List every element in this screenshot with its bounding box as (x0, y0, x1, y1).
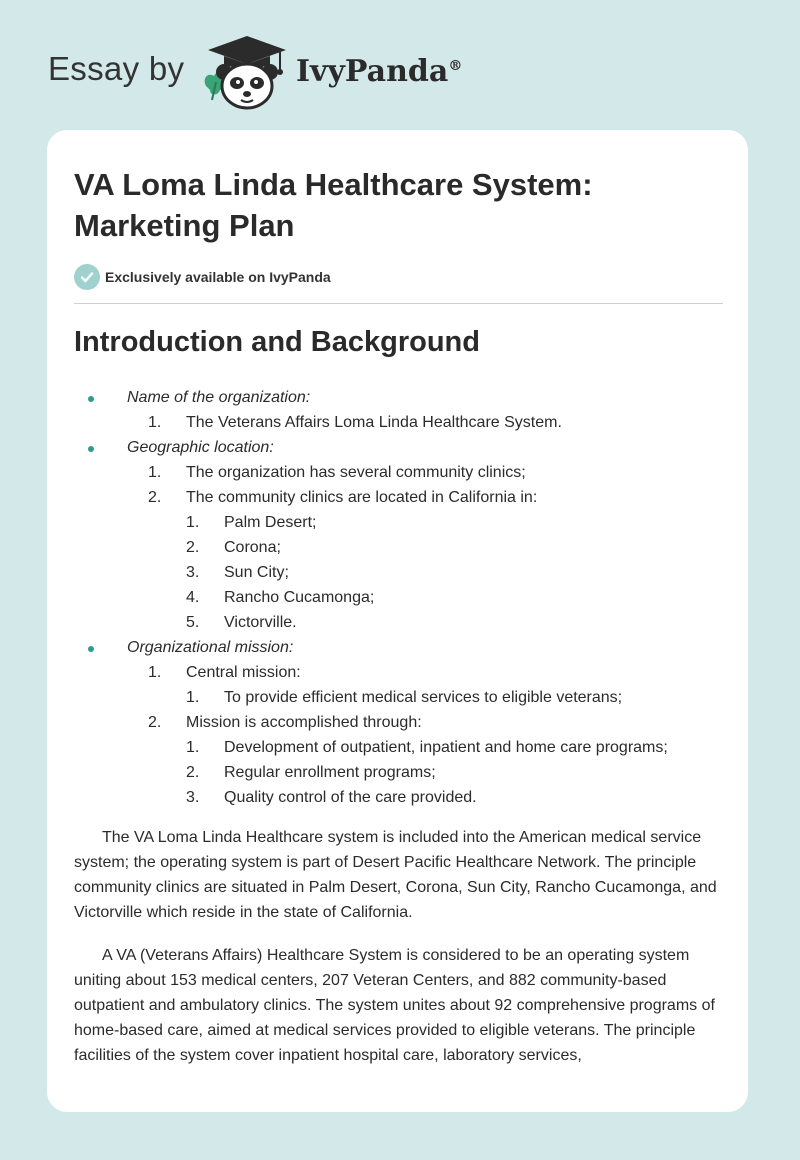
body-paragraph: The VA Loma Linda Healthcare system is included into the American medical service system; the operating system is part of Desert Pacific Healthcare Network. The principle community clinics are situated in Palm Desert, Corona, Sun City, Rancho Cucamonga, and Victorville which reside in the state of California. (74, 829, 717, 921)
bullet-icon (88, 446, 94, 452)
article-title: VA Loma Linda Healthcare System: Marketing Plan (74, 167, 593, 243)
list-item-text: The Veterans Affairs Loma Linda Healthcare System. (186, 414, 562, 431)
list-item-label: Name of the organization: (127, 389, 311, 406)
list-item (47, 760, 748, 785)
list-item (47, 435, 748, 460)
list-item-text: To provide efficient medical services to eligible veterans; (224, 689, 623, 706)
list-number: 1. (148, 464, 162, 481)
check-icon (74, 264, 100, 290)
list-number: 3. (186, 564, 200, 581)
list-item-text: The organization has several community clinics; (186, 464, 526, 481)
list-item-text: Mission is accomplished through: (186, 714, 422, 731)
list-item (47, 735, 748, 760)
list-item (47, 410, 748, 435)
list-item (47, 460, 748, 485)
list-item-text: Development of outpatient, inpatient and home care programs; (224, 739, 668, 756)
list-item (47, 510, 748, 535)
essay-by-text: Essay by (48, 50, 185, 87)
list-number: 1. (148, 664, 162, 681)
exclusive-badge (74, 264, 331, 290)
list-item-text: Victorville. (224, 614, 297, 631)
list-item-text: Central mission: (186, 664, 301, 681)
list-item (47, 685, 748, 710)
list-item-text: Sun City; (224, 564, 289, 581)
list-item (47, 660, 748, 685)
list-number: 2. (186, 539, 200, 556)
list-item (47, 485, 748, 510)
bullet-icon (88, 396, 94, 402)
outline-list (47, 385, 748, 810)
list-number: 4. (186, 589, 200, 606)
list-number: 1. (148, 414, 162, 431)
list-number: 1. (186, 514, 200, 531)
list-item (47, 560, 748, 585)
divider (74, 303, 723, 304)
list-item (47, 535, 748, 560)
list-item-text: Corona; (224, 539, 281, 556)
list-item-text: The community clinics are located in California in: (186, 489, 538, 506)
list-item (47, 385, 748, 410)
panda-logo-icon[interactable] (200, 34, 294, 110)
list-number: 3. (186, 789, 200, 806)
list-item (47, 710, 748, 735)
list-item (47, 610, 748, 635)
list-item-text: Quality control of the care provided. (224, 789, 477, 806)
registered-mark: ® (448, 58, 463, 74)
list-item (47, 585, 748, 610)
section-heading: Introduction and Background (74, 326, 480, 358)
list-number: 2. (148, 714, 162, 731)
list-item-text: Palm Desert; (224, 514, 317, 531)
list-number: 5. (186, 614, 200, 631)
article-card (47, 130, 748, 1112)
list-item-label: Geographic location: (127, 439, 274, 456)
list-number: 1. (186, 739, 200, 756)
body-paragraph: A VA (Veterans Affairs) Healthcare System is considered to be an operating system uniting about 153 medical centers, 207 Veteran Centers, and 882 community-based outpatient and ambulatory clinics. The system unites about 92 comprehensive programs of home-based care, aimed at medical services provided to eligible veterans. The principle facilities of the system cover inpatient hospital care, laboratory services, (74, 947, 715, 1064)
list-item-text: Regular enrollment programs; (224, 764, 436, 781)
list-number: 2. (186, 764, 200, 781)
list-item-label: Organizational mission: (127, 639, 294, 656)
badge-text: Exclusively available on IvyPanda (105, 269, 331, 285)
list-item (47, 635, 748, 660)
list-item-text: Rancho Cucamonga; (224, 589, 375, 606)
list-number: 1. (186, 689, 200, 706)
brand-name[interactable] (296, 54, 462, 89)
list-item (47, 785, 748, 810)
brand-text: IvyPanda (296, 54, 449, 89)
site-header (0, 0, 800, 120)
list-number: 2. (148, 489, 162, 506)
bullet-icon (88, 646, 94, 652)
